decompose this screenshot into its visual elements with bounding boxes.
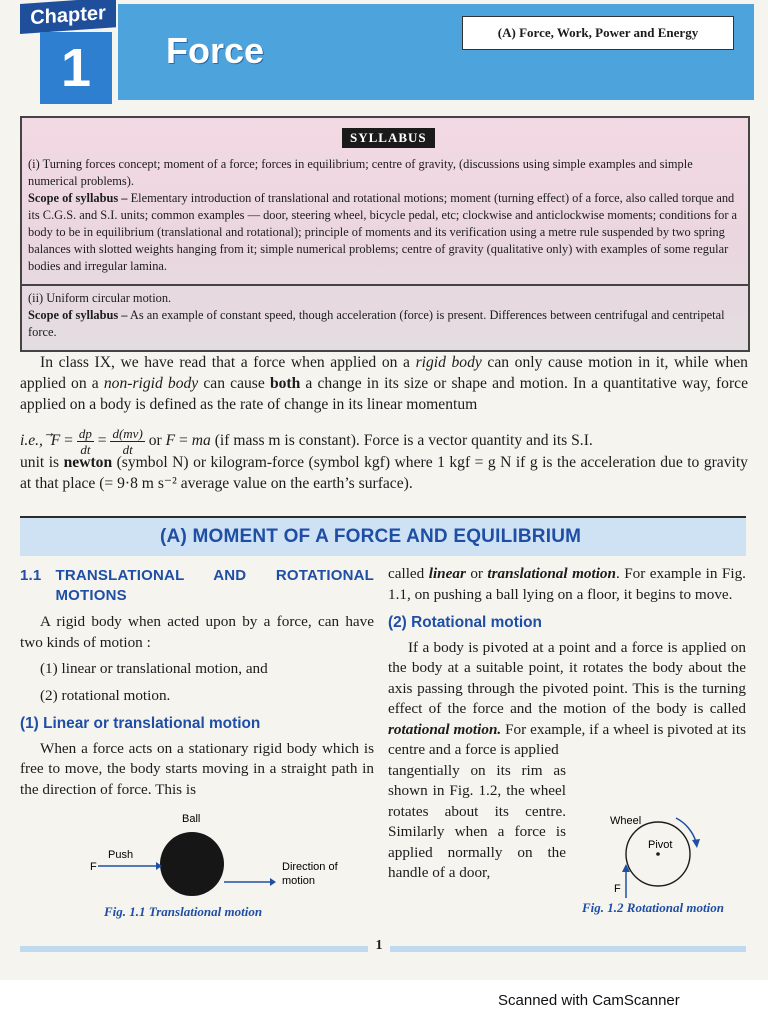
fraction-dmv-dt: $\frac{d(mv)}{dt}$ <box>112 426 143 457</box>
wheel-label: Wheel <box>610 815 642 827</box>
page-number: 1 <box>368 938 390 958</box>
section-a-title: (A) MOMENT OF A FORCE AND EQUILIBRIUM <box>160 526 582 547</box>
list-item: (2) rotational motion. <box>40 686 171 704</box>
both-term: both <box>269 375 301 392</box>
force-label: F <box>614 883 621 895</box>
chapter-title: Force <box>166 30 265 71</box>
figure-1-1-caption: Fig. 1.1 Translational motion <box>104 904 263 919</box>
paragraph: When a force acts on a stationary rigid body which is free to move, the body starts moving in a straight path in the direction of force. This is <box>20 739 374 798</box>
syllabus-part-1-scope <box>28 190 740 275</box>
ball-shape <box>160 832 224 896</box>
force-equation: i.e., F = $\frac{dp}{dt}$ = $\frac{d(mv)}{dt}$ or F = ma (if mass m is constant). Force is a vector quantity and its S.I. <box>20 426 593 457</box>
syllabus-part-1 <box>28 156 740 275</box>
syllabus-part-2 <box>28 290 740 341</box>
newton-term: newton <box>63 454 113 471</box>
scope-label: Scope of syllabus – <box>28 191 128 205</box>
paragraph: If a body is pivoted at a point and a force is applied on the body at a suitable point, it rotates the body about the axis passing through the pivoted point. This is the turning effect of the force and the motion of the body is called rotational motion. For example, if a wheel is pivoted at its centre and a force is applied <box>388 638 746 758</box>
figure-1-1 <box>70 808 370 898</box>
scanner-watermark: Scanned with CamScanner <box>498 992 680 1009</box>
section-a-bar <box>20 516 746 556</box>
syllabus-divider <box>22 284 748 286</box>
ball-label: Ball <box>182 813 201 825</box>
topic-box: (A) Force, Work, Power and Energy <box>462 16 734 50</box>
rotation-arrowhead <box>692 839 700 848</box>
scope-label: Scope of syllabus – <box>28 308 128 322</box>
pivot-point <box>656 852 660 856</box>
syllabus-heading: SYLLABUS <box>342 128 435 148</box>
chapter-number: 1 <box>40 32 112 104</box>
chapter-label: Chapter <box>20 0 116 34</box>
syllabus-part-2-scope <box>28 307 740 341</box>
intro-paragraph: In class IX, we have read that a force when applied on a rigid body can only cause motion in it, while when applied on a non-rigid body can cause both a change in its size or shape and motion. In a quantitative way, force applied on a body is defined as the rate of change in its linear momentum <box>20 354 748 413</box>
heading-linear-motion: (1) Linear or translational motion <box>20 715 261 732</box>
nonrigid-body-term: non-rigid body <box>103 375 199 392</box>
pivot-label: Pivot <box>648 839 673 851</box>
paragraph: tangentially on its rim as shown in Fig. 1.2, the wheel rotates about its centre. Similarly when a force is applied normally on the handle of a door, <box>388 761 566 881</box>
paragraph: called linear or translational motion. For example in Fig. 1.1, on pushing a ball lying on a floor, it begins to move. <box>388 565 746 603</box>
syllabus-part-1-intro: (i) Turning forces concept; moment of a force; forces in equilibrium; centre of gravity, (discussions using simple examples and simple numerical problems). <box>28 157 693 188</box>
scope-text: As an example of constant speed, though acceleration (force) is present. Differences between centrifugal and centripetal force. <box>28 308 725 339</box>
intro-paragraph-continued: unit is newton (symbol N) or kilogram-force (symbol kgf) where 1 kgf = g N if g is the acceleration due to gravity at that place (= 9·8 m s⁻² average value on the earth’s surface). <box>20 454 748 492</box>
list-item: (1) linear or translational motion, and <box>40 660 268 677</box>
figure-1-2 <box>596 808 746 902</box>
direction-label-2: motion <box>282 875 316 887</box>
fraction-dp-dt: $\frac{dp}{dt}$ <box>78 426 92 457</box>
direction-label-1: Direction of <box>282 861 338 873</box>
syllabus-box <box>20 116 750 352</box>
paragraph: A rigid body when acted upon by a force, can have two kinds of motion : <box>20 613 374 651</box>
heading-1-1: 1.1 TRANSLATIONAL AND ROTATIONAL MOTIONS <box>20 567 374 604</box>
push-label: Push <box>108 849 134 861</box>
heading-rotational-motion: (2) Rotational motion <box>388 614 542 631</box>
rigid-body-term: rigid body <box>415 354 482 371</box>
direction-arrowhead <box>270 878 276 886</box>
scope-text: Elementary introduction of translational and rotational motions; moment (turning effect) of a force, also called torque and its C.G.S. and S.I. units; common examples — door, steering wheel, bicycle pedal, etc; clockwise and anticlockwise moments; conditions for a body to be in equilibrium (translational and rotational); principle of moments and its verification using a metre rule suspended by two spring balances with slotted weights hanging from it; simple numerical problems; centre of gravity (qualitative only) with examples of some regular bodies and irregular lamina. <box>28 191 738 273</box>
figure-1-2-caption: Fig. 1.2 Rotational motion <box>582 900 724 915</box>
left-column <box>20 566 374 800</box>
syllabus-part-2-intro: (ii) Uniform circular motion. <box>28 291 172 305</box>
force-label: F <box>90 861 97 873</box>
